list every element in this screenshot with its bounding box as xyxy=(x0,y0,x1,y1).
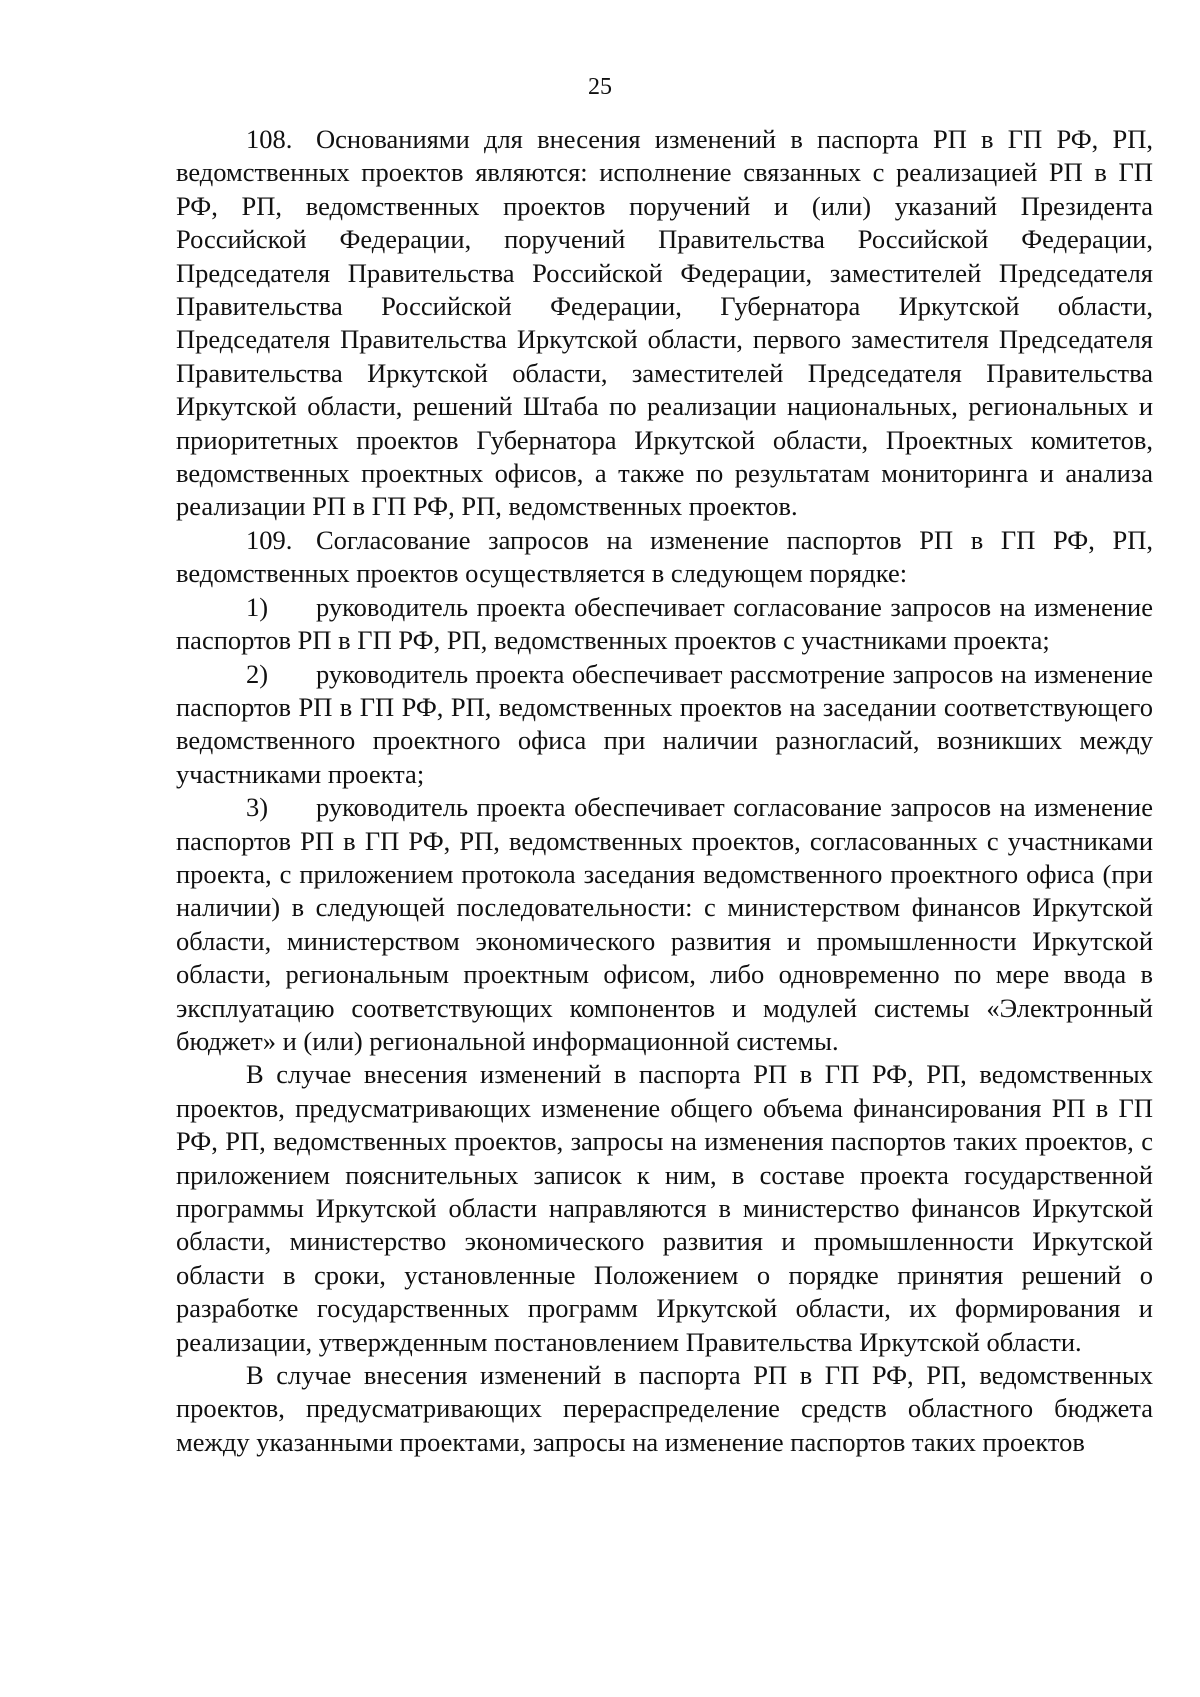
paragraph-number: 108. xyxy=(246,124,293,154)
list-item-3 xyxy=(176,791,1153,1058)
list-item-number: 2) xyxy=(246,658,269,689)
list-item-text: руководитель проекта обеспечивает согласование запросов на изменение паспортов РП в ГП РФ, РП, ведомственных проектов, согласованных с участниками проекта, с приложением протокола заседания ведомственного проектного офиса (при наличии) в следующей последовательности: с министерством финансов Иркутской области, министерством экономического развития и промышленности Иркутской области, региональным проектным офисом, либо одновременно по мере ввода в эксплуатацию соответствующих компонентов и модулей системы «Электронный бюджет» и (или) региональной информационной системы. xyxy=(176,792,1153,1056)
paragraph-budget-redistribution xyxy=(176,1359,1153,1459)
list-item-text: руководитель проекта обеспечивает рассмотрение запросов на изменение паспортов РП в ГП РФ, РП, ведомственных проектов на заседании соответствующего ведомственного проектного офиса при наличии разногласий, возникших между участниками проекта; xyxy=(176,658,1153,789)
list-item-number: 3) xyxy=(246,792,269,823)
list-item-1 xyxy=(176,591,1153,658)
paragraph-text: Основаниями для внесения изменений в паспорта РП в ГП РФ, РП, ведомственных проектов являются: исполнение связанных с реализацией РП в ГП РФ, РП, ведомственных проектов поручений и (или) указаний Президента Российской Федерации, поручений Правительства Российской Федерации, Председателя Правительства Российской Федерации, заместителей Председателя Правительства Российской Федерации, Губернатора Иркутской области, Председателя Правительства Иркутской области, первого заместителя Председателя Правительства Иркутской области, заместителей Председателя Правительства Иркутской области, решений Штаба по реализации национальных, региональных и приоритетных проектов Губернатора Иркутской области, Проектных комитетов, ведомственных проектных офисов, а также по результатам мониторинга и анализа реализации РП в ГП РФ, РП, ведомственных проектов. xyxy=(176,124,1153,522)
list-item-number: 1) xyxy=(246,591,269,622)
page-number: 25 xyxy=(588,74,612,100)
document-body xyxy=(176,123,1153,1459)
paragraph-financing-change xyxy=(176,1058,1153,1359)
list-item-2 xyxy=(176,658,1153,792)
paragraph-number: 109. xyxy=(246,524,293,555)
paragraph-text: Согласование запросов на изменение паспортов РП в ГП РФ, РП, ведомственных проектов осуществляется в следующем порядке: xyxy=(176,524,1153,589)
paragraph-text: В случае внесения изменений в паспорта РП в ГП РФ, РП, ведомственных проектов, предусматривающих изменение общего объема финансирования РП в ГП РФ, РП, ведомственных проектов, запросы на изменения паспортов таких проектов, с приложением пояснительных записок к ним, в составе проекта государственной программы Иркутской области направляются в министерство финансов Иркутской области, министерство экономического развития и промышленности Иркутской области в сроки, установленные Положением о порядке принятия решений о разработке государственных программ Иркутской области, их формирования и реализации, утвержденным постановлением Правительства Иркутской области. xyxy=(176,1059,1153,1357)
paragraph-109 xyxy=(176,524,1153,591)
paragraph-108 xyxy=(176,123,1153,524)
list-item-text: руководитель проекта обеспечивает согласование запросов на изменение паспортов РП в ГП РФ, РП, ведомственных проектов с участниками проекта; xyxy=(176,591,1153,656)
paragraph-text: В случае внесения изменений в паспорта РП в ГП РФ, РП, ведомственных проектов, предусматривающих перераспределение средств областного бюджета между указанными проектами, запросы на изменение паспортов таких проектов xyxy=(176,1360,1153,1457)
